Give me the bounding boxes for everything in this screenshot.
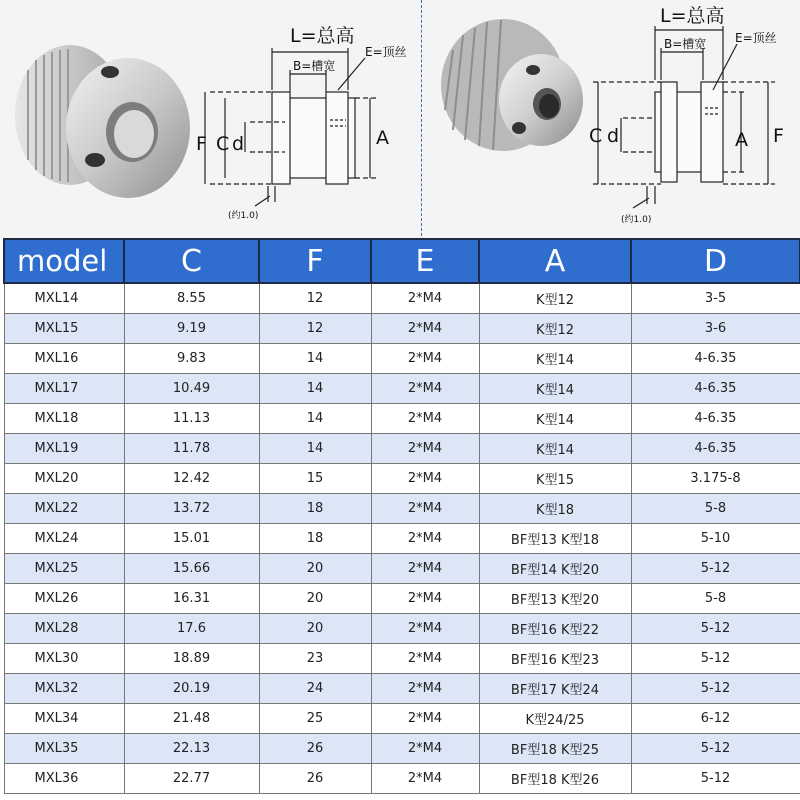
table-row [4,314,800,344]
cell-A: BF型13 K型20 [479,584,631,614]
cell-C: 18.89 [124,644,259,674]
cell-model: MXL26 [4,584,124,614]
cell-model: MXL18 [4,404,124,434]
cell-E: 2*M4 [371,344,479,374]
cross-section-drawing-right [593,26,775,208]
cell-A: BF型17 K型24 [479,674,631,704]
cell-A: K型14 [479,374,631,404]
cell-C: 21.48 [124,704,259,734]
cell-F: 12 [259,314,371,344]
header-model: model [4,239,124,283]
panel-divider [421,0,422,236]
table-body [4,283,800,794]
cell-C: 20.19 [124,674,259,704]
cell-model: MXL36 [4,764,124,794]
cell-E: 2*M4 [371,614,479,644]
table-row [4,554,800,584]
cell-model: MXL19 [4,434,124,464]
label-B-right: B=槽宽 [664,37,707,51]
table-header-row [4,239,800,283]
cell-C: 13.72 [124,494,259,524]
cell-F: 26 [259,764,371,794]
cell-C: 22.13 [124,734,259,764]
illustration-area [0,0,800,238]
cell-model: MXL22 [4,494,124,524]
cell-C: 15.66 [124,554,259,584]
table-row [4,644,800,674]
cell-A: BF型14 K型20 [479,554,631,584]
cell-A: BF型18 K型25 [479,734,631,764]
cell-A: K型24/25 [479,704,631,734]
label-E-right: E=顶丝 [735,31,777,45]
table-row [4,614,800,644]
cell-D: 6-12 [631,704,800,734]
header-A: A [479,239,631,283]
cell-F: 18 [259,494,371,524]
cell-E: 2*M4 [371,584,479,614]
cell-F: 14 [259,374,371,404]
label-F-right: F [773,125,784,147]
cell-A: K型14 [479,434,631,464]
label-A-right: A [735,129,748,151]
header-D: D [631,239,800,283]
cell-F: 24 [259,674,371,704]
cell-model: MXL24 [4,524,124,554]
table-row [4,283,800,314]
cell-E: 2*M4 [371,764,479,794]
table-row [4,464,800,494]
label-C-right: C [589,125,603,147]
cell-model: MXL32 [4,674,124,704]
label-note-right: (约1.0) [621,215,652,225]
cell-D: 5-10 [631,524,800,554]
cell-C: 8.55 [124,283,259,314]
cell-F: 15 [259,464,371,494]
cell-F: 25 [259,704,371,734]
cell-A: K型12 [479,314,631,344]
cell-D: 3.175-8 [631,464,800,494]
cell-F: 18 [259,524,371,554]
cell-D: 5-12 [631,554,800,584]
table-row [4,764,800,794]
pulley-diagram-left [0,0,420,234]
cell-D: 4-6.35 [631,434,800,464]
pulley-photo-left [15,45,190,198]
pulley-diagram-right [423,0,800,234]
cell-E: 2*M4 [371,374,479,404]
cell-C: 9.83 [124,344,259,374]
table-row [4,524,800,554]
cell-D: 5-12 [631,674,800,704]
cell-D: 3-5 [631,283,800,314]
cell-E: 2*M4 [371,464,479,494]
cell-E: 2*M4 [371,734,479,764]
cell-model: MXL30 [4,644,124,674]
cell-model: MXL15 [4,314,124,344]
label-C-left: C [216,133,230,155]
cell-D: 5-12 [631,734,800,764]
table-row [4,374,800,404]
header-F: F [259,239,371,283]
header-E: E [371,239,479,283]
cell-C: 9.19 [124,314,259,344]
pulley-spec-table [3,238,800,794]
cell-A: BF型16 K型23 [479,644,631,674]
cell-E: 2*M4 [371,644,479,674]
cell-C: 10.49 [124,374,259,404]
label-A-left: A [376,127,389,149]
cell-C: 12.42 [124,464,259,494]
table-row [4,494,800,524]
table-row [4,404,800,434]
cell-C: 11.78 [124,434,259,464]
cell-A: K型12 [479,283,631,314]
cell-D: 4-6.35 [631,344,800,374]
cell-model: MXL35 [4,734,124,764]
cell-D: 5-8 [631,494,800,524]
cell-A: K型14 [479,344,631,374]
table-row [4,584,800,614]
cross-section-drawing-left [205,48,376,206]
cell-D: 4-6.35 [631,374,800,404]
pulley-figure-right [423,0,800,234]
header-C: C [124,239,259,283]
cell-model: MXL16 [4,344,124,374]
cell-F: 26 [259,734,371,764]
cell-F: 12 [259,283,371,314]
label-note-left: (约1.0) [228,211,259,221]
cell-D: 4-6.35 [631,404,800,434]
cell-E: 2*M4 [371,554,479,584]
cell-D: 5-12 [631,614,800,644]
table-row [4,674,800,704]
cell-E: 2*M4 [371,283,479,314]
cell-model: MXL17 [4,374,124,404]
cell-A: BF型18 K型26 [479,764,631,794]
table-row [4,434,800,464]
cell-A: K型15 [479,464,631,494]
cell-F: 14 [259,434,371,464]
table-row [4,704,800,734]
label-d-left: d [232,133,245,155]
cell-E: 2*M4 [371,434,479,464]
label-L-left: L=总高 [290,25,355,47]
cell-E: 2*M4 [371,314,479,344]
cell-model: MXL20 [4,464,124,494]
cell-A: BF型13 K型18 [479,524,631,554]
cell-A: K型14 [479,404,631,434]
cell-model: MXL28 [4,614,124,644]
cell-F: 20 [259,584,371,614]
cell-A: BF型16 K型22 [479,614,631,644]
label-F-left: F [196,133,207,155]
label-L-right: L=总高 [660,5,725,27]
cell-model: MXL34 [4,704,124,734]
cell-C: 22.77 [124,764,259,794]
cell-C: 17.6 [124,614,259,644]
label-E-left: E=顶丝 [365,45,407,59]
cell-F: 14 [259,344,371,374]
pulley-photo-right [441,19,583,151]
cell-E: 2*M4 [371,404,479,434]
cell-D: 5-12 [631,764,800,794]
table-row [4,344,800,374]
cell-model: MXL14 [4,283,124,314]
cell-A: K型18 [479,494,631,524]
label-d-right: d [607,125,620,147]
cell-F: 20 [259,554,371,584]
cell-F: 23 [259,644,371,674]
cell-E: 2*M4 [371,674,479,704]
table-row [4,734,800,764]
pulley-figure-left [0,0,420,234]
label-B-left: B=槽宽 [293,59,336,73]
cell-C: 15.01 [124,524,259,554]
cell-model: MXL25 [4,554,124,584]
cell-E: 2*M4 [371,524,479,554]
cell-E: 2*M4 [371,494,479,524]
cell-C: 11.13 [124,404,259,434]
cell-F: 14 [259,404,371,434]
cell-C: 16.31 [124,584,259,614]
cell-D: 3-6 [631,314,800,344]
cell-D: 5-8 [631,584,800,614]
cell-D: 5-12 [631,644,800,674]
cell-E: 2*M4 [371,704,479,734]
cell-F: 20 [259,614,371,644]
